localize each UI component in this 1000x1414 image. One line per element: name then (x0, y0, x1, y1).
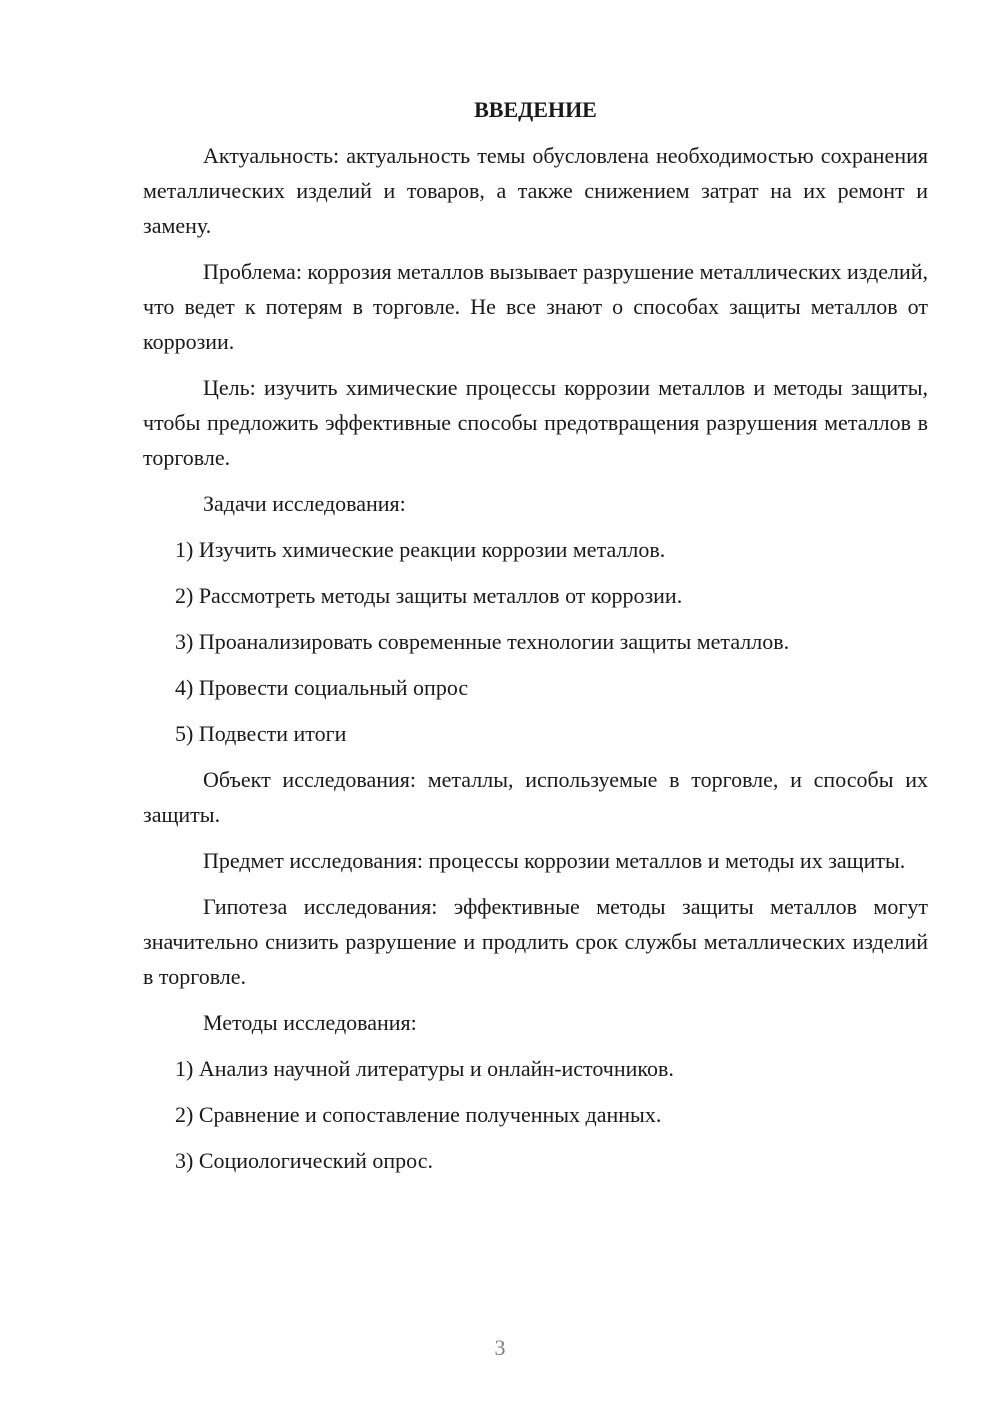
list-item: 5) Подвести итоги (175, 721, 347, 746)
list-item: 2) Сравнение и сопоставление полученных данных. (175, 1102, 662, 1127)
subject-paragraph: Предмет исследования: процессы коррозии металлов и методы их защиты. (203, 848, 906, 873)
methods-heading: Методы исследования: (203, 1010, 417, 1035)
goal-paragraph: Цель: изучить химические процессы коррозии металлов и методы защиты, чтобы предложить эффективные способы предотвращения разрушения металлов в торговле. (143, 375, 928, 470)
list-item: 3) Социологический опрос. (175, 1148, 433, 1173)
list-item: 2) Рассмотреть методы защиты металлов от коррозии. (175, 583, 683, 608)
page-title: ВВЕДЕНИЕ (474, 97, 597, 122)
list-item: 1) Изучить химические реакции коррозии металлов. (175, 537, 666, 562)
methods-list (143, 1051, 928, 1178)
page-number: 3 (494, 1335, 506, 1360)
tasks-list (143, 532, 928, 751)
relevance-paragraph: Актуальность: актуальность темы обусловлена необходимостью сохранения металлических изделий и товаров, а также снижением затрат на их ремонт и замену. (143, 143, 928, 238)
list-item: 4) Провести социальный опрос (175, 675, 469, 700)
problem-paragraph: Проблема: коррозия металлов вызывает разрушение металлических изделий, что ведет к потерям в торговле. Не все знают о способах защиты металлов от коррозии. (143, 259, 928, 354)
list-item: 3) Проанализировать современные технологии защиты металлов. (175, 629, 790, 654)
object-paragraph: Объект исследования: металлы, используемые в торговле, и способы их защиты. (143, 767, 928, 827)
page-content (143, 92, 928, 1189)
tasks-heading: Задачи исследования: (203, 491, 406, 516)
hypothesis-paragraph: Гипотеза исследования: эффективные методы защиты металлов могут значительно снизить разрушение и продлить срок службы металлических изделий в торговле. (143, 894, 928, 989)
list-item: 1) Анализ научной литературы и онлайн-источников. (175, 1056, 674, 1081)
